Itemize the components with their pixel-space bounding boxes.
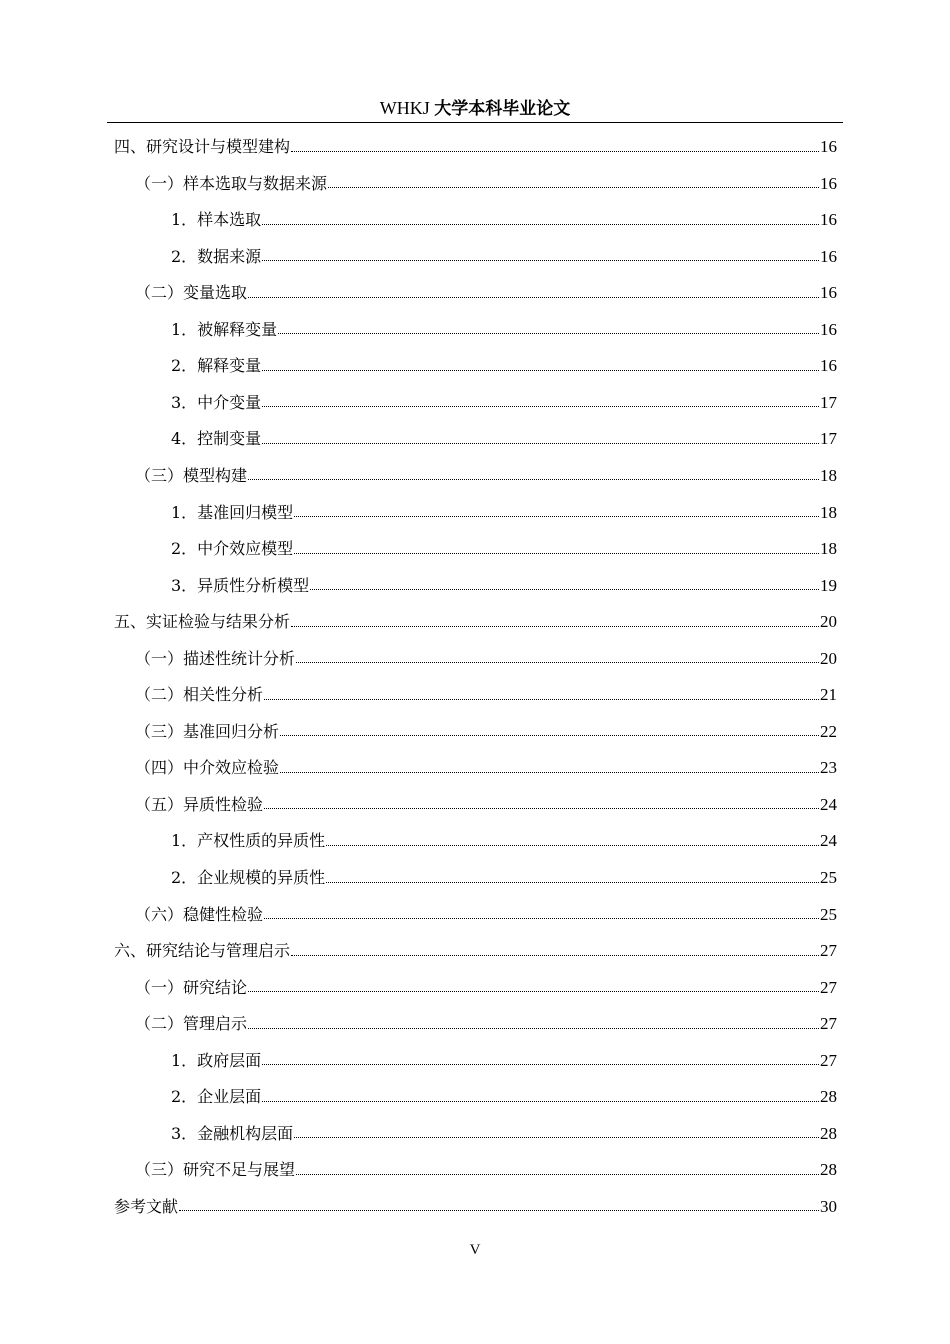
toc-entry-page-number: 16	[820, 246, 837, 266]
toc-entry-title: （五）异质性检验	[135, 794, 264, 814]
toc-entry[interactable]	[135, 280, 837, 306]
toc-entry[interactable]	[114, 134, 837, 160]
toc-entry[interactable]	[135, 902, 837, 928]
toc-entry-title: 3．异质性分析模型	[171, 575, 310, 595]
toc-entry-page-number: 27	[820, 941, 837, 961]
toc-entry-page-number: 18	[820, 465, 837, 485]
toc-entry-page-number: 16	[820, 173, 837, 193]
toc-entry-title: 1．产权性质的异质性	[171, 831, 326, 851]
toc-dot-leader	[264, 808, 819, 809]
toc-dot-leader	[296, 1174, 819, 1175]
toc-entry-page-number: 24	[820, 794, 837, 814]
toc-entry[interactable]	[171, 317, 837, 343]
toc-entry[interactable]	[171, 536, 837, 562]
toc-entry-title: 2．中介效应模型	[171, 539, 294, 559]
toc-entry-title: （二）管理启示	[135, 1014, 248, 1034]
toc-entry[interactable]	[135, 755, 837, 781]
toc-entry[interactable]	[171, 1121, 837, 1147]
toc-dot-leader	[262, 443, 819, 444]
toc-entry-page-number: 16	[820, 137, 837, 156]
toc-entry[interactable]	[135, 975, 837, 1001]
toc-dot-leader	[262, 260, 819, 261]
toc-entry-title: （三）模型构建	[135, 465, 248, 485]
toc-entry[interactable]	[135, 719, 837, 745]
toc-dot-leader	[294, 516, 819, 517]
toc-entry-title: 1．被解释变量	[171, 319, 278, 339]
toc-entry-title: （一）样本选取与数据来源	[135, 173, 328, 193]
toc-entry-page-number: 19	[820, 575, 837, 595]
toc-dot-leader	[291, 955, 819, 956]
toc-entry-title: （三）基准回归分析	[135, 721, 280, 741]
toc-entry-page-number: 24	[820, 831, 837, 851]
toc-entry-page-number: 18	[820, 539, 837, 559]
toc-entry-title: （二）相关性分析	[135, 685, 264, 705]
toc-entry-title: （二）变量选取	[135, 283, 248, 303]
toc-entry-title: 1．政府层面	[171, 1050, 262, 1070]
toc-dot-leader	[294, 553, 819, 554]
toc-entry[interactable]	[171, 353, 837, 379]
toc-entry-title: （一）研究结论	[135, 977, 248, 997]
toc-entry-page-number: 25	[820, 868, 837, 887]
toc-dot-leader	[328, 187, 819, 188]
toc-dot-leader	[262, 224, 819, 225]
toc-entry-page-number: 16	[820, 319, 837, 339]
toc-entry[interactable]	[114, 938, 837, 964]
toc-entry-title: 3．中介变量	[171, 392, 262, 412]
toc-entry[interactable]	[135, 792, 837, 818]
toc-dot-leader	[248, 1028, 819, 1029]
toc-dot-leader	[262, 406, 819, 407]
page-header	[107, 96, 843, 123]
toc-entry-title: 参考文献	[114, 1196, 179, 1216]
toc-entry-title: 五、实证检验与结果分析	[114, 612, 291, 632]
toc-entry[interactable]	[135, 646, 837, 672]
toc-entry-page-number: 16	[820, 356, 837, 376]
toc-entry[interactable]	[135, 171, 837, 197]
toc-entry[interactable]	[114, 1194, 837, 1220]
toc-entry-page-number: 18	[820, 502, 837, 522]
toc-entry-title: 2．解释变量	[171, 356, 262, 376]
toc-dot-leader	[291, 626, 819, 627]
toc-entry-title: 2．企业规模的异质性	[171, 868, 326, 887]
toc-dot-leader	[310, 589, 819, 590]
toc-entry[interactable]	[171, 573, 837, 599]
toc-entry-page-number: 25	[820, 904, 837, 924]
toc-entry-page-number: 27	[820, 1050, 837, 1070]
toc-dot-leader	[280, 772, 819, 773]
toc-entry-page-number: 22	[820, 721, 837, 741]
toc-dot-leader	[294, 1137, 819, 1138]
toc-entry[interactable]	[135, 1157, 837, 1183]
toc-dot-leader	[248, 297, 819, 298]
toc-entry[interactable]	[171, 244, 837, 270]
toc-entry-title: 3．金融机构层面	[171, 1123, 294, 1143]
toc-entry-page-number: 21	[820, 685, 837, 705]
toc-entry[interactable]	[171, 390, 837, 416]
toc-entry-title: 四、研究设计与模型建构	[114, 137, 291, 156]
toc-entry-title: 2．企业层面	[171, 1087, 262, 1107]
toc-entry-page-number: 27	[820, 1014, 837, 1034]
toc-entry-page-number: 28	[820, 1160, 837, 1180]
toc-entry[interactable]	[135, 463, 837, 489]
toc-entry-title: 4．控制变量	[171, 429, 262, 449]
header-school-code: WHKJ	[379, 98, 430, 118]
toc-entry-page-number: 30	[820, 1196, 837, 1216]
toc-entry-title: （四）中介效应检验	[135, 758, 280, 778]
toc-entry-title: （一）描述性统计分析	[135, 648, 296, 668]
toc-entry[interactable]	[171, 426, 837, 452]
toc-entry[interactable]	[135, 1011, 837, 1037]
toc-dot-leader	[262, 1064, 819, 1065]
toc-entry-title: （三）研究不足与展望	[135, 1160, 296, 1180]
toc-dot-leader	[262, 370, 819, 371]
toc-dot-leader	[262, 1101, 819, 1102]
toc-entry[interactable]	[171, 1048, 837, 1074]
toc-entry-title: 六、研究结论与管理启示	[114, 941, 291, 961]
toc-entry-title: 1．样本选取	[171, 210, 262, 230]
toc-entry-page-number: 16	[820, 283, 837, 303]
toc-dot-leader	[264, 699, 819, 700]
toc-dot-leader	[264, 918, 819, 919]
toc-entry[interactable]	[114, 609, 837, 635]
toc-dot-leader	[280, 735, 819, 736]
toc-entry[interactable]	[171, 207, 837, 233]
toc-dot-leader	[326, 882, 819, 883]
toc-dot-leader	[291, 151, 819, 152]
toc-dot-leader	[326, 845, 819, 846]
toc-dot-leader	[296, 662, 819, 663]
toc-entry-page-number: 20	[820, 612, 837, 632]
toc-dot-leader	[179, 1210, 819, 1211]
toc-entry-title: 1．基准回归模型	[171, 502, 294, 522]
toc-entry-page-number: 17	[820, 429, 837, 449]
toc-entry-page-number: 20	[820, 648, 837, 668]
toc-entry[interactable]	[171, 865, 837, 891]
toc-dot-leader	[248, 479, 819, 480]
toc-entry-title: （六）稳健性检验	[135, 904, 264, 924]
toc-entry-page-number: 27	[820, 977, 837, 997]
toc-entry-page-number: 17	[820, 392, 837, 412]
toc-entry[interactable]	[171, 500, 837, 526]
header-title: 大学本科毕业论文	[434, 99, 571, 119]
toc-entry[interactable]	[135, 682, 837, 708]
toc-entry-page-number: 23	[820, 758, 837, 778]
toc-entry-title: 2．数据来源	[171, 246, 262, 266]
toc-dot-leader	[278, 333, 819, 334]
toc-entry[interactable]	[171, 1084, 837, 1110]
toc-entry[interactable]	[171, 828, 837, 854]
toc-entry-page-number: 28	[820, 1123, 837, 1143]
page-number: V	[469, 1242, 481, 1258]
toc-entry-page-number: 28	[820, 1087, 837, 1107]
toc-entry-page-number: 16	[820, 210, 837, 230]
toc-dot-leader	[248, 991, 819, 992]
